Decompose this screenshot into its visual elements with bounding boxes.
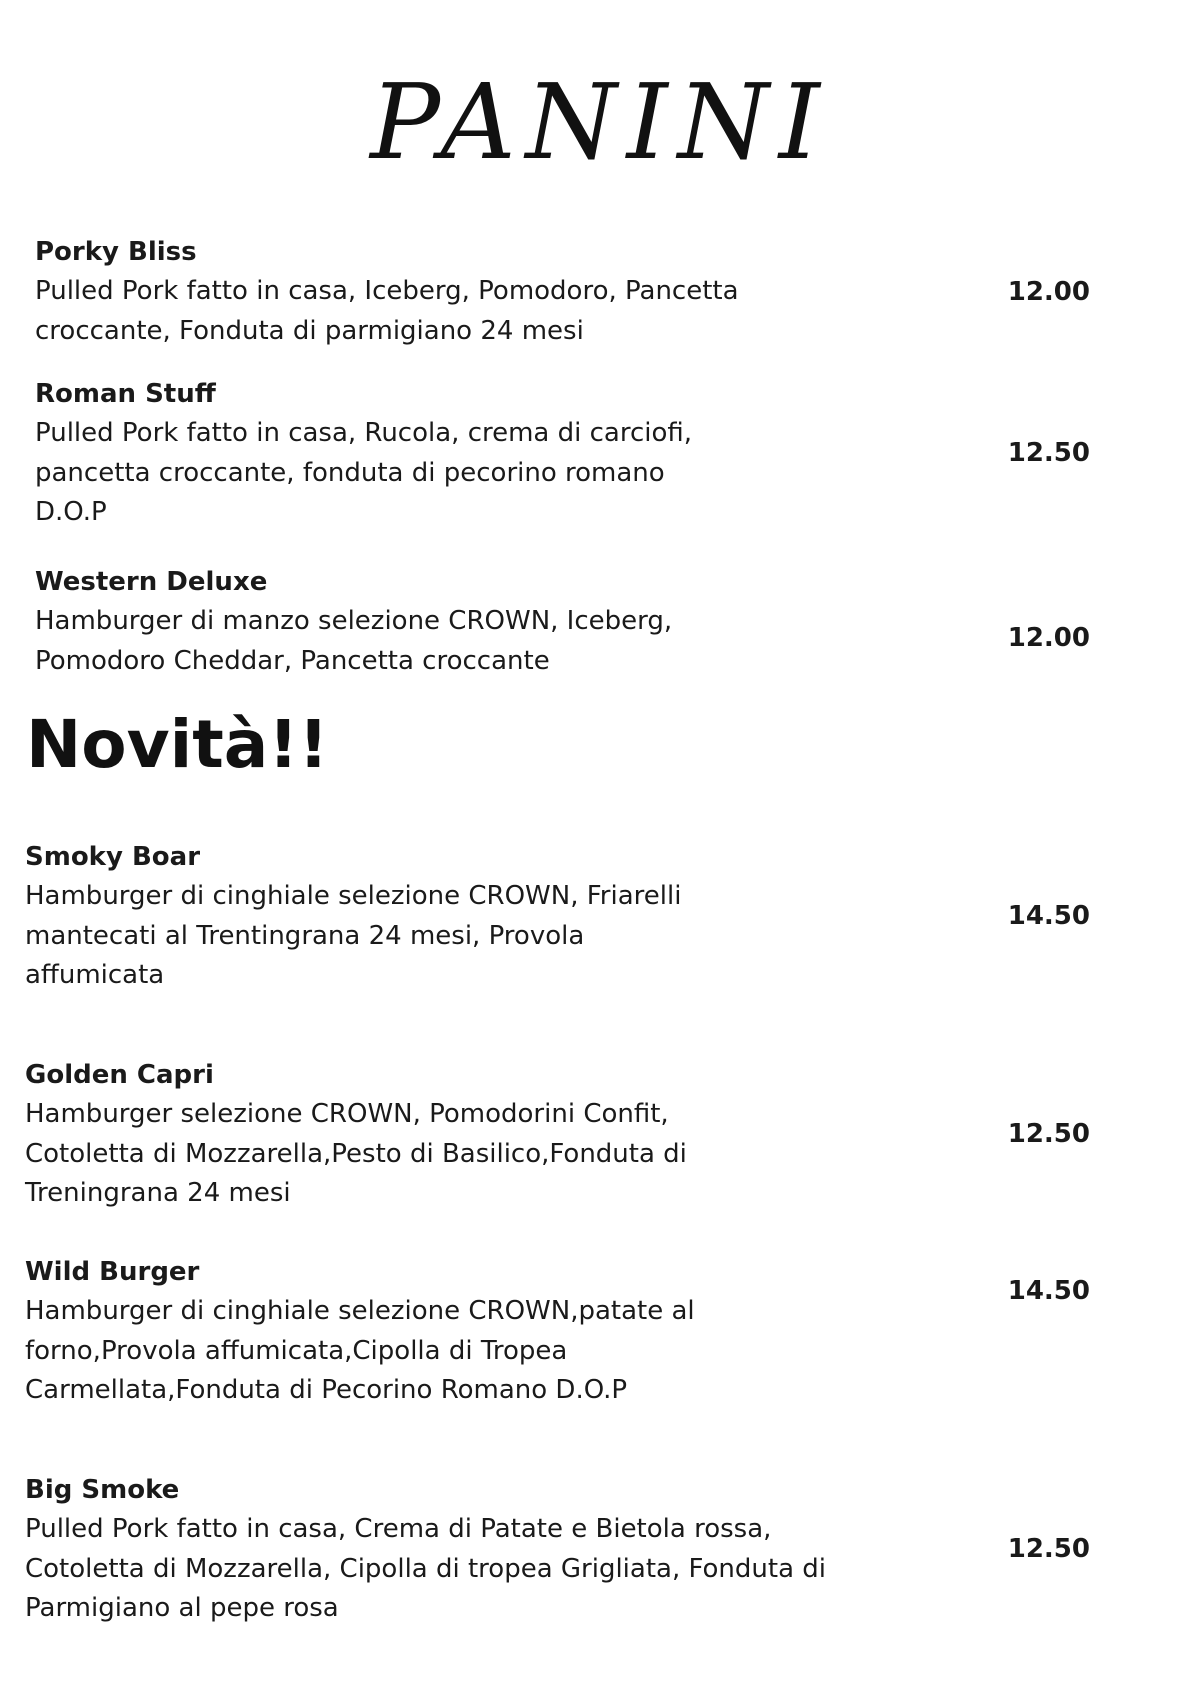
menu-item-big-smoke — [25, 1470, 845, 1629]
item-name: Roman Stuff — [35, 379, 216, 409]
menu-item-roman-stuff — [35, 374, 855, 533]
item-name: Big Smoke — [25, 1475, 180, 1505]
menu-item-golden-capri — [25, 1055, 845, 1214]
menu-item-western-deluxe — [35, 562, 855, 681]
item-description: Hamburger di cinghiale selezione CROWN,patate al forno,Provola affumicata,Cipolla di Tropea Carmellata,Fonduta di Pecorino Romano D.O.P — [25, 1296, 695, 1405]
item-description: Hamburger selezione CROWN, Pomodorini Confit, Cotoletta di Mozzarella,Pesto di Basilico,Fonduta di Treningrana 24 mesi — [25, 1099, 687, 1208]
item-name: Porky Bliss — [35, 237, 197, 267]
item-description: Hamburger di manzo selezione CROWN, Iceberg, Pomodoro Cheddar, Pancetta croccante — [35, 606, 673, 676]
item-name: Smoky Boar — [25, 842, 201, 872]
item-name: Western Deluxe — [35, 567, 268, 597]
section-title-novita: Novità!! — [26, 706, 329, 783]
item-description: Hamburger di cinghiale selezione CROWN, Friarelli mantecati al Trentingrana 24 mesi, Provola affumicata — [25, 881, 682, 990]
menu-item-wild-burger — [25, 1252, 845, 1411]
item-price: 12.50 — [1007, 1534, 1090, 1564]
item-price: 12.00 — [1007, 277, 1090, 307]
menu-title: PANINI — [370, 61, 830, 183]
item-name: Wild Burger — [25, 1257, 200, 1287]
menu-item-porky-bliss — [35, 232, 855, 351]
item-description: Pulled Pork fatto in casa, Iceberg, Pomodoro, Pancetta croccante, Fonduta di parmigiano 24 mesi — [35, 276, 739, 346]
item-description: Pulled Pork fatto in casa, Rucola, crema di carciofi, pancetta croccante, fonduta di pecorino romano D.O.P — [35, 418, 693, 527]
item-price: 14.50 — [1007, 901, 1090, 931]
item-price: 12.00 — [1007, 623, 1090, 653]
item-price: 14.50 — [1007, 1276, 1090, 1306]
item-name: Golden Capri — [25, 1060, 214, 1090]
item-price: 12.50 — [1007, 1119, 1090, 1149]
item-description: Pulled Pork fatto in casa, Crema di Patate e Bietola rossa, Cotoletta di Mozzarella, Cipolla di tropea Grigliata, Fonduta di Parmigiano al pepe rosa — [25, 1514, 827, 1623]
menu-item-smoky-boar — [25, 837, 845, 996]
item-price: 12.50 — [1007, 438, 1090, 468]
